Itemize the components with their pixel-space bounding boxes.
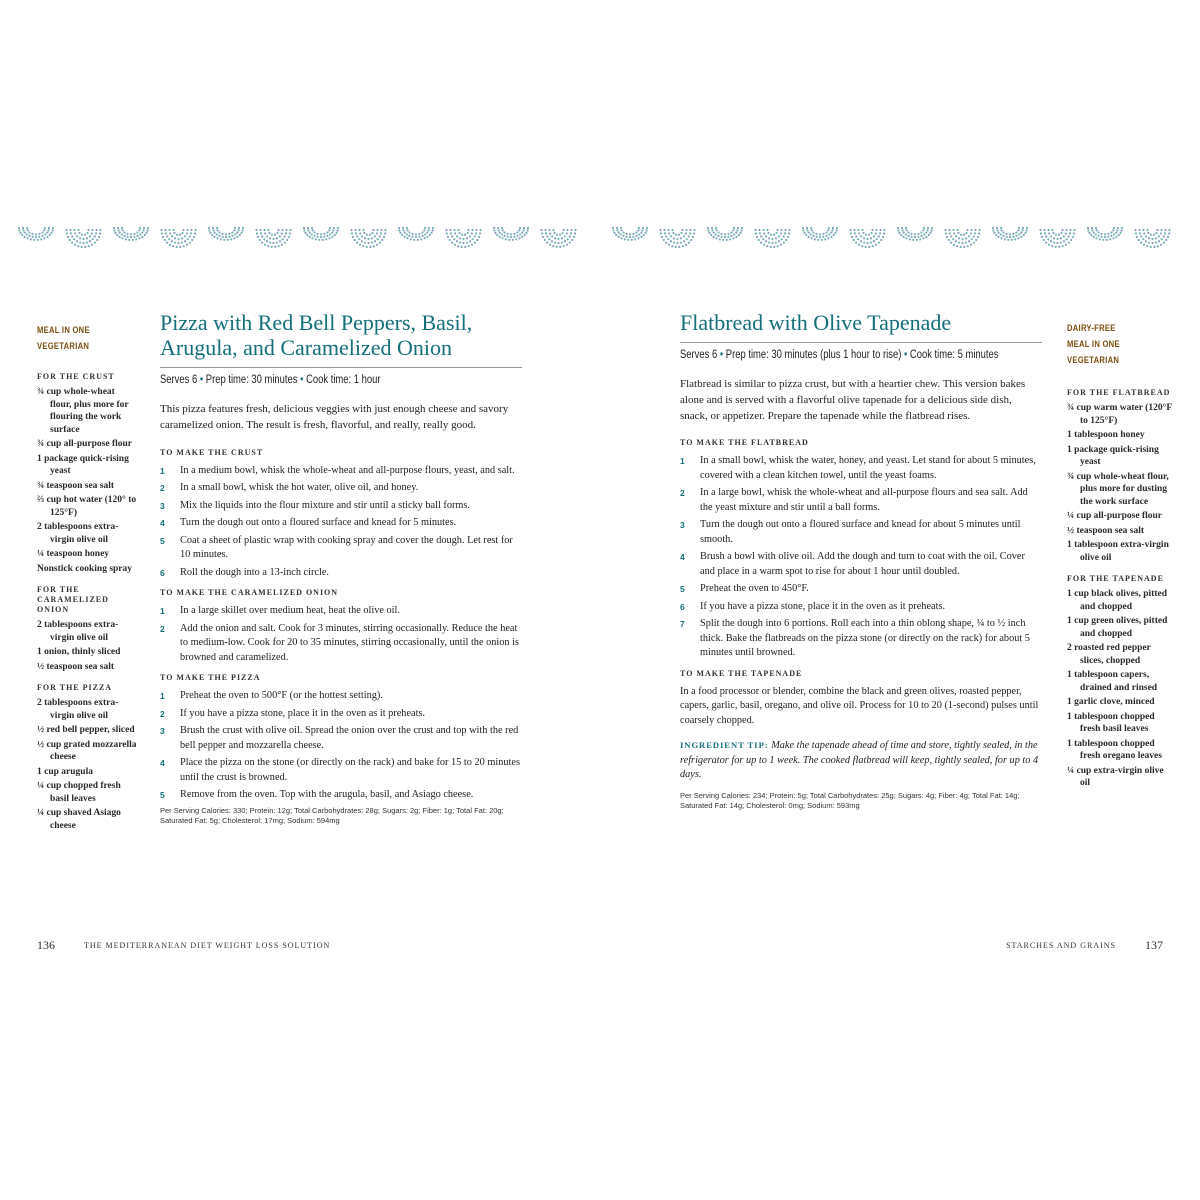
scallop-motif — [1134, 229, 1170, 248]
step-text: Preheat the oven to 450°F. — [700, 583, 809, 595]
tag: VEGETARIAN — [1067, 355, 1120, 365]
serves: Serves 6 — [680, 349, 718, 361]
title-divider — [680, 342, 1042, 343]
separator: • — [300, 374, 304, 386]
instruction-step — [160, 516, 522, 531]
step-number: 1 — [160, 465, 165, 476]
ingredient-item: ¼ cup all-purpose flour — [1067, 511, 1163, 521]
scallop-motif — [18, 227, 54, 241]
scallop-motif — [350, 229, 386, 248]
page-number-left: 136 — [37, 938, 55, 952]
ingredient-item: ¼ teaspoon honey — [37, 549, 110, 559]
instruction-step — [160, 566, 522, 581]
step-number: 1 — [680, 456, 685, 467]
instruction-step — [160, 622, 522, 666]
nutrition-info: Per Serving Calories: 330; Protein: 12g; Total Carbohydrates: 28g; Sugars: 2g; Fiber: 1g; Total Fat: 20g; Saturated Fat: 5g; Cholesterol: 17mg; Sodium: 594mg — [160, 805, 504, 825]
ingredient-tip — [680, 738, 1042, 783]
scallop-motif — [992, 227, 1028, 241]
ingredient-item: ¼ cup shaved Asiago cheese — [37, 808, 121, 831]
step-number: 3 — [680, 520, 685, 531]
step-text: Mix the liquids into the flour mixture and stir until a sticky ball forms. — [180, 499, 470, 511]
step-text: In a large bowl, whisk the whole-wheat and all-purpose flours and sea salt. Add the yeast mixture and stir until a ball forms. — [700, 487, 1028, 513]
step-text: Split the dough into 6 portions. Roll each into a thin oblong shape, ¼ to ½ inch thick. Bake the flatbreads on the pizza stone (or directly on the rack) for about 5 minutes until browned. — [700, 618, 1030, 659]
ingredient-item: 1 package quick-rising yeast — [1067, 444, 1159, 467]
cook-time: Cook time: 5 minutes — [909, 349, 999, 361]
ingredient-item: ¾ cup warm water (120°F to 125°F) — [1067, 403, 1172, 426]
instruction-step — [160, 756, 522, 785]
instruction-step — [680, 486, 1042, 515]
step-number: 5 — [680, 584, 685, 595]
instruction-step — [160, 499, 522, 514]
recipe-instructions — [680, 438, 1042, 728]
scallop-motif — [113, 227, 149, 241]
step-text: Turn the dough out onto a floured surface and knead for 5 minutes. — [180, 517, 457, 529]
step-text: Add the onion and salt. Cook for 3 minutes, stirring occasionally. Reduce the heat to medium-low. Cook for 20 to 35 minutes, stirring occasionally, until the onion is browned and caramelized. — [180, 622, 519, 663]
right-recipe — [680, 310, 1042, 811]
ingredient-item: 1 tablespoon chopped fresh basil leaves — [1067, 711, 1155, 734]
ingredient-item: 1 cup green olives, pitted and chopped — [1067, 616, 1168, 639]
scallop-motif — [398, 227, 434, 241]
step-number: 3 — [160, 726, 165, 737]
step-text: In a medium bowl, whisk the whole-wheat and all-purpose flours, yeast, and salt. — [180, 464, 515, 476]
ingredient-item: 2 roasted red pepper slices, chopped — [1067, 643, 1151, 666]
scallop-motif — [493, 227, 529, 241]
ingredient-item: ¾ cup all-purpose flour — [37, 439, 133, 449]
step-number: 2 — [160, 623, 165, 634]
right-tags — [1067, 320, 1177, 368]
scallop-motif — [944, 229, 980, 248]
recipe-meta — [680, 348, 999, 362]
ingredient-group-heading: FOR THE FLATBREAD — [1067, 388, 1171, 397]
step-number: 4 — [160, 518, 165, 529]
step-number: 1 — [160, 691, 165, 702]
ingredient-item: ½ teaspoon sea salt — [1067, 525, 1145, 536]
running-head-left: THE MEDITERRANEAN DIET WEIGHT LOSS SOLUTION — [84, 941, 331, 950]
right-ingredients — [1067, 378, 1173, 792]
ingredient-item: ½ red bell pepper, sliced — [37, 725, 135, 735]
ingredient-item: ¼ cup chopped fresh basil leaves — [37, 781, 121, 804]
left-ingredients — [37, 362, 137, 834]
instruction-step — [680, 454, 1042, 483]
step-number: 2 — [680, 488, 685, 499]
step-number: 7 — [680, 619, 685, 630]
step-number: 3 — [160, 500, 165, 511]
ingredient-group-heading: FOR THE PIZZA — [37, 683, 113, 692]
prep-time: Prep time: 30 minutes — [205, 374, 298, 386]
decorative-scallop-border — [0, 220, 1200, 260]
step-number: 2 — [160, 483, 165, 494]
scallop-motif — [659, 229, 695, 248]
scallop-motif — [849, 229, 885, 248]
page-number-right: 137 — [1145, 938, 1163, 952]
recipe-title: Flatbread with Olive Tapenade — [680, 310, 952, 335]
instruction-step — [680, 550, 1042, 579]
ingredient-item: 1 tablespoon capers, drained and rinsed — [1067, 670, 1158, 693]
instruction-step — [160, 604, 522, 619]
ingredient-item: ¾ teaspoon sea salt — [37, 480, 115, 491]
ingredient-group-heading: FOR THE CARAMELIZED ONION — [37, 585, 109, 614]
step-text: In a small bowl, whisk the hot water, olive oil, and honey. — [180, 482, 419, 494]
scallop-motif — [445, 229, 481, 248]
scallop-motif — [1039, 229, 1075, 248]
ingredient-item: 1 tablespoon extra-virgin olive oil — [1067, 540, 1169, 563]
left-recipe — [160, 310, 522, 826]
ingredient-item: 1 onion, thinly sliced — [37, 647, 121, 657]
scallop-motif — [160, 229, 196, 248]
step-text: Turn the dough out onto a floured surface and knead for about 5 minutes until smooth. — [700, 519, 1021, 545]
separator: • — [903, 349, 908, 361]
cook-time: Cook time: 1 hour — [306, 374, 381, 386]
instruction-step — [680, 617, 1042, 661]
tip-text: Make the tapenade ahead of time and store, tightly sealed, in the refrigerator for up to 1 week. The cooked flatbread will keep, tightly sealed, for up to 4 days. — [680, 740, 1039, 781]
ingredient-item: ¾ cup whole-wheat flour, plus more for dusting the work surface — [1067, 471, 1169, 507]
tag: MEAL IN ONE — [1067, 339, 1120, 349]
scallop-motif — [707, 227, 743, 241]
instruction-step — [160, 788, 522, 803]
step-text: Brush a bowl with olive oil. Add the dough and turn to coat with the oil. Cover and place in a warm spot to rise for about 1 hour until doubled. — [700, 551, 1025, 577]
title-divider — [160, 367, 522, 368]
ingredient-item: 1 tablespoon honey — [1067, 430, 1145, 440]
scallop-motif — [208, 227, 244, 241]
step-number: 5 — [160, 790, 165, 801]
instruction-step — [160, 481, 522, 496]
step-number: 4 — [160, 758, 165, 769]
section-heading: TO MAKE THE PIZZA — [160, 673, 261, 683]
step-number: 4 — [680, 552, 685, 563]
ingredient-item: ½ cup grated mozzarella cheese — [37, 739, 137, 762]
recipe-intro: This pizza features fresh, delicious veggies with just enough cheese and savory caramelized onion. The result is fresh, flavorful, and really, really good. — [160, 403, 509, 431]
section-heading: TO MAKE THE FLATBREAD — [680, 438, 809, 448]
scallop-motif — [303, 227, 339, 241]
step-text: Roll the dough into a 13-inch circle. — [180, 566, 329, 578]
scallop-motif — [897, 227, 933, 241]
step-number: 1 — [160, 606, 165, 617]
instruction-step — [160, 707, 522, 722]
instruction-step — [680, 518, 1042, 547]
scallop-motif — [65, 229, 101, 248]
ingredient-item: 1 cup black olives, pitted and chopped — [1067, 589, 1168, 612]
recipe-title: Pizza with Red Bell Peppers, Basil, Arugula, and Caramelized Onion — [160, 310, 473, 360]
step-number: 5 — [160, 535, 165, 546]
instruction-step — [160, 464, 522, 479]
step-text: Remove from the oven. Top with the arugula, basil, and Asiago cheese. — [180, 789, 474, 801]
recipe-instructions — [160, 448, 522, 803]
ingredient-group-heading: FOR THE CRUST — [37, 372, 115, 381]
ingredient-item: 2 tablespoons extra-virgin olive oil — [37, 620, 119, 643]
tip-label: INGREDIENT TIP: — [680, 740, 769, 751]
running-head-right: STARCHES AND GRAINS — [1006, 941, 1116, 950]
ingredient-item: ¾ cup whole-wheat flour, plus more for flouring the work surface — [37, 387, 129, 435]
step-number: 6 — [680, 601, 685, 612]
scallop-motif — [540, 229, 576, 248]
recipe-intro: Flatbread is similar to pizza crust, but with a heartier chew. This version bakes alone and is served with a flavorful olive tapenade for a delicious side dish, snack, or appetizer. Prepare the tapenade while the flatbread rises. — [680, 378, 1026, 422]
recipe-meta — [160, 373, 457, 387]
step-text: In a small bowl, whisk the water, honey, and yeast. Let stand for about 5 minutes, covered with a clean kitchen towel, until the yeast foams. — [700, 455, 1036, 481]
tag: MEAL IN ONE — [37, 325, 90, 335]
section-heading: TO MAKE THE TAPENADE — [680, 668, 803, 678]
scallop-motif — [612, 227, 648, 241]
tag: VEGETARIAN — [37, 341, 90, 351]
section-heading: TO MAKE THE CARAMELIZED ONION — [160, 588, 339, 598]
ingredient-item: 1 garlic clove, minced — [1067, 697, 1155, 707]
ingredient-item: 1 tablespoon chopped fresh oregano leaves — [1067, 738, 1162, 761]
step-text: In a large skillet over medium heat, heat the olive oil. — [180, 605, 400, 617]
scallop-motif — [1087, 227, 1123, 241]
scallop-motif — [754, 229, 790, 248]
nutrition-info: Per Serving Calories: 234; Protein: 5g; Total Carbohydrates: 25g; Sugars: 4g; Fiber: 4g; Total Fat: 14g; Saturated Fat: 14g; Cholesterol: 0mg; Sodium: 593mg — [680, 790, 1020, 810]
ingredient-item: Nonstick cooking spray — [37, 563, 133, 574]
step-number: 6 — [160, 567, 165, 578]
scallop-motif — [802, 227, 838, 241]
step-text: Place the pizza on the stone (or directly on the rack) and bake for 15 to 20 minutes until the crust is browned. — [180, 757, 520, 783]
step-text: Brush the crust with olive oil. Spread the onion over the crust and top with the red bell pepper and mozzarella cheese. — [180, 725, 519, 751]
left-tags — [37, 322, 147, 354]
section-paragraph: In a food processor or blender, combine the black and green olives, roasted pepper, capers, garlic, basil, oregano, and olive oil. Process for 10 to 20 (1-second) pulses until coarsely chopped. — [680, 685, 1039, 726]
scallop-motif — [255, 229, 291, 248]
instruction-step — [680, 582, 1042, 597]
prep-time: Prep time: 30 minutes (plus 1 hour to rise) — [725, 349, 902, 361]
ingredient-item: 2 tablespoons extra-virgin olive oil — [37, 698, 119, 721]
separator: • — [719, 349, 724, 361]
section-heading: TO MAKE THE CRUST — [160, 447, 264, 457]
step-number: 2 — [160, 708, 165, 719]
ingredient-item: 2 tablespoons extra-virgin olive oil — [37, 522, 119, 545]
step-text: Preheat the oven to 500°F (or the hottest setting). — [180, 690, 383, 702]
instruction-step — [680, 600, 1042, 615]
ingredient-item: ½ teaspoon sea salt — [37, 661, 115, 672]
instruction-step — [160, 689, 522, 704]
step-text: If you have a pizza stone, place it in the oven as it preheats. — [700, 600, 946, 612]
step-text: If you have a pizza stone, place it in the oven as it preheats. — [180, 707, 426, 719]
serves: Serves 6 — [160, 374, 198, 386]
instruction-step — [160, 724, 522, 753]
instruction-step — [160, 534, 522, 563]
separator: • — [199, 374, 204, 386]
ingredient-item: 1 package quick-rising yeast — [37, 453, 129, 476]
tag: DAIRY-FREE — [1067, 323, 1116, 333]
ingredient-item: ⅔ cup hot water (120° to 125°F) — [37, 495, 137, 518]
ingredient-item: ¼ cup extra-virgin olive oil — [1067, 765, 1164, 788]
ingredient-item: 1 cup arugula — [37, 766, 93, 777]
step-text: Coat a sheet of plastic wrap with cooking spray and cover the dough. Let rest for 10 minutes. — [180, 534, 513, 561]
ingredient-group-heading: FOR THE TAPENADE — [1067, 574, 1164, 583]
